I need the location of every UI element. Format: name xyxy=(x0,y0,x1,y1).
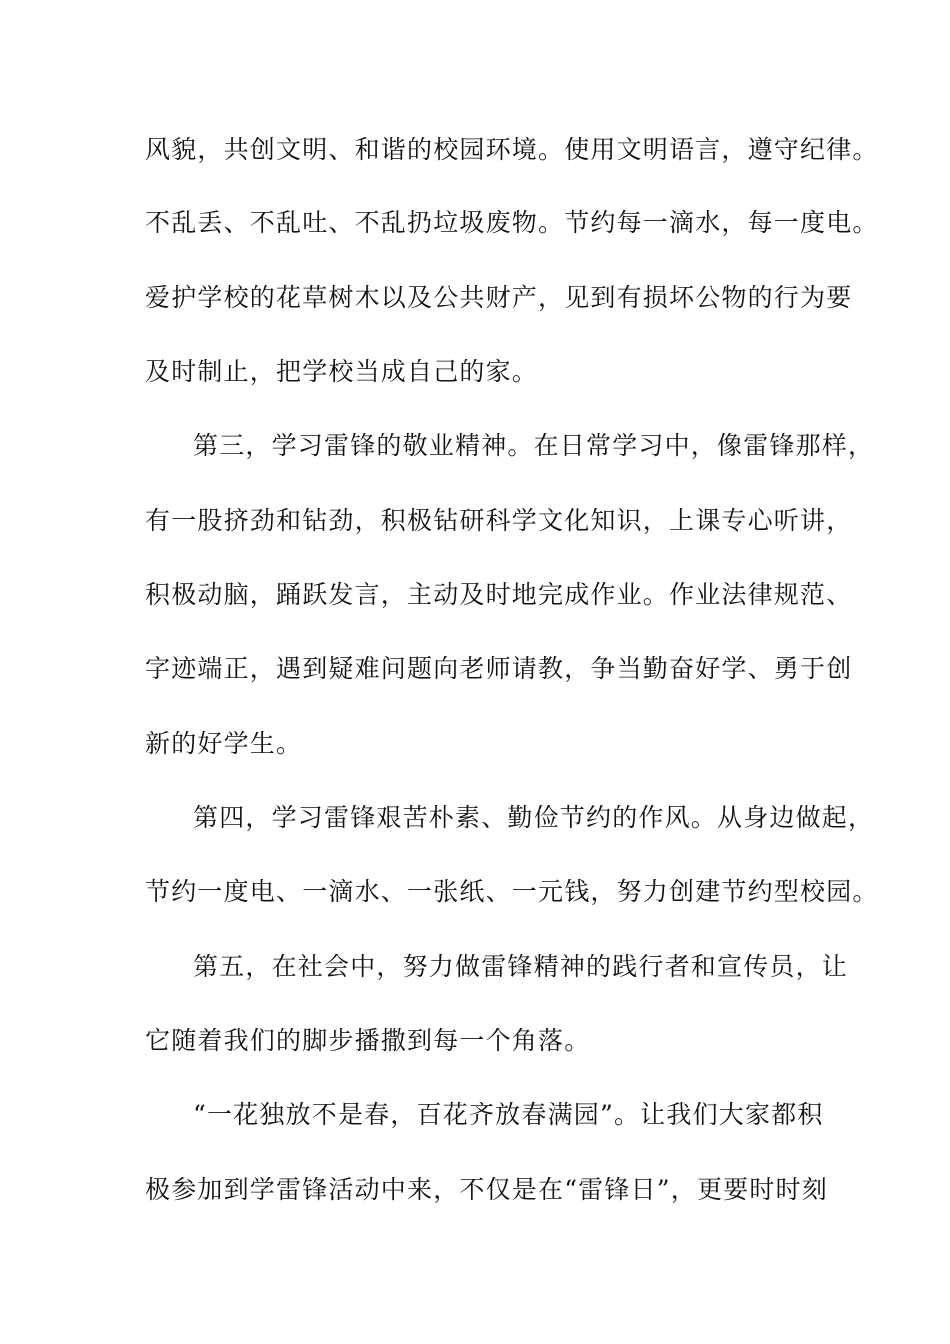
paragraph-start-line: “一花独放不是春，百花齐放春满园”。让我们大家都积 xyxy=(193,1100,824,1129)
text-line: 极参加到学雷锋活动中来，不仅是在“雷锋日”，更要时时刻 xyxy=(145,1175,828,1204)
paragraph-start-line: 第三，学习雷锋的敬业精神。在日常学习中，像雷锋那样， xyxy=(193,431,875,460)
text-line: 有一股挤劲和钻劲，积极钻研科学文化知识，上课专心听讲， xyxy=(145,506,853,535)
text-line: 节约一度电、一滴水、一张纸、一元钱，努力创建节约型校园。 xyxy=(145,877,879,906)
text-line: 不乱丢、不乱吐、不乱扔垃圾废物。节约每一滴水，每一度电。 xyxy=(145,208,879,237)
text-line: 积极动脑，踊跃发言，主动及时地完成作业。作业法律规范、 xyxy=(145,580,853,609)
paragraph-start-line: 第四，学习雷锋艰苦朴素、勤俭节约的作风。从身边做起， xyxy=(193,803,875,832)
text-line: 它随着我们的脚步播撒到每一个角落。 xyxy=(145,1026,591,1055)
text-line: 新的好学生。 xyxy=(145,729,303,758)
text-line: 及时制止，把学校当成自己的家。 xyxy=(145,357,539,386)
text-line: 爱护学校的花草树木以及公共财产，见到有损坏公物的行为要 xyxy=(145,283,853,312)
paragraph-start-line: 第五，在社会中，努力做雷锋精神的践行者和宣传员，让 xyxy=(193,952,849,981)
text-line: 字迹端正，遇到疑难问题向老师请教，争当勤奋好学、勇于创 xyxy=(145,654,853,683)
text-line: 风貌，共创文明、和谐的校园环境。使用文明语言，遵守纪律。 xyxy=(145,135,879,164)
